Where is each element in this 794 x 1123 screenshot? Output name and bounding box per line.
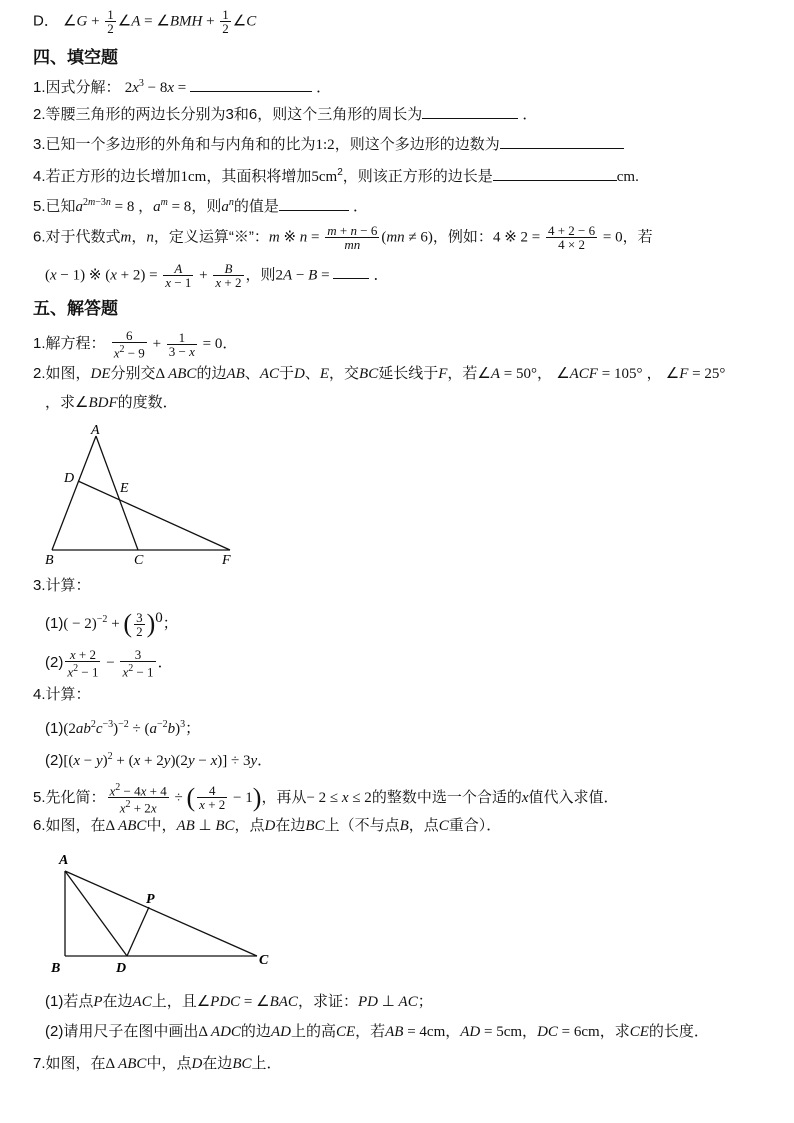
fill-q6-line2: (x − 1) ※ (x + 2) = $\frac{A}{x - 1}$ + $\frac{B}{x + 2}$ ，则2A − B = ． bbox=[45, 261, 389, 290]
fig1-label-b: B bbox=[45, 553, 54, 565]
fill-q5: 5.已知$a^{2m-3n} = 8$ ，$a^m = 8$，则$a^n$的值是 ． bbox=[33, 197, 369, 215]
answer-q1: 1.解方程： $\frac{6}{x^2 - 9}$ + $\frac{1}{3 - x}$ = 0． bbox=[33, 328, 238, 361]
fig1-label-f: F bbox=[222, 553, 231, 565]
section-answer-title: 五、解答题 bbox=[33, 299, 118, 318]
option-d-line: D． ∠G + $\frac{1}{2}$ ∠A = ∠BMH + $\frac{1}{2}$ ∠C bbox=[33, 7, 257, 36]
section-fill-title: 四、填空题 bbox=[33, 48, 118, 67]
fill-q2: 2.等腰三角形的两边长分别为3和6，则这个三角形的周长为 ． bbox=[33, 106, 538, 123]
answer-q7: 7.如图，在Δ ABC中，点D在边BC上． bbox=[33, 1055, 282, 1072]
answer-q3-p2: (2) $\frac{x + 2}{x^2 - 1}$ − $\frac{3}{x^2 - 1}$ ． bbox=[45, 647, 173, 680]
answer-q4-p1: $(1)(2ab^2c^{-3})^{-2} \div (a^{-2}b)^3$； bbox=[45, 719, 201, 737]
triangle-figure-1 bbox=[40, 420, 250, 565]
fill-q1: 1.因式分解： $2x^3 - 8x$ = ． bbox=[33, 78, 332, 96]
answer-q2-line1: 2.如图，DE分别交Δ ABC的边AB、AC于D、E，交BC延长线于F，若∠A = 50°， ∠ACF = 105° ， ∠F = 25° bbox=[33, 365, 726, 382]
answer-q6-p2: (2)请用尺子在图中画出Δ ADC的边AD上的高CE，若AB = 4cm，AD = 5cm，DC = 6cm，求CE的长度． bbox=[45, 1023, 709, 1040]
fill-q6-line1: 6.对于代数式m，n，定义运算“※”：m ※ n = $\frac{m + n - 6}{mn}$ (mn ≠ 6)，例如：4 ※ 2 = $\frac{4 + 2 - 6}{4 \times 2}$ = 0，若 bbox=[33, 223, 653, 252]
fig1-label-e: E bbox=[120, 481, 129, 496]
answer-q3-p1: $(1)( - 2)^{-2}$ + ( $\frac{3}{2}$ )$^0$； bbox=[45, 609, 178, 639]
fill-q4: 4.若正方形的边长增加1cm，其面积将增加$5cm^2$，则该正方形的边长是 cm. bbox=[33, 167, 639, 185]
option-d-label: D． bbox=[33, 12, 59, 30]
fig1-label-d: D bbox=[64, 471, 75, 486]
fig2-label-p: P bbox=[146, 892, 155, 907]
answer-q6: 6.如图，在Δ ABC中，AB ⊥ BC，点D在边BC上（不与点B，点C重合）． bbox=[33, 817, 502, 834]
triangle-figure-2 bbox=[45, 850, 285, 980]
fill-q3: 3.已知一个多边形的外角和与内角和的比为1:2，则这个多边形的边数为 bbox=[33, 134, 624, 155]
answer-q4: 4.计算： bbox=[33, 686, 91, 703]
answer-q3: 3.计算： bbox=[33, 577, 91, 594]
fig1-label-a: A bbox=[91, 423, 100, 438]
fig2-label-a: A bbox=[59, 853, 69, 868]
fig2-label-c: C bbox=[259, 953, 269, 968]
fig1-label-c: C bbox=[134, 553, 144, 565]
fig2-label-b: B bbox=[51, 961, 61, 976]
answer-q4-p2: $(2)[(x - y)^2 + (x + 2y)(2y - x)] \div 3y$． bbox=[45, 751, 273, 769]
answer-q5: 5.先化简： $\frac{x^2 - 4x + 4}{x^2 + 2x}$ ÷ ( $\frac{4}{x + 2}$ − 1)，再从− 2 ≤ x ≤ 2的整数中选一个合适的x值代入求值． bbox=[33, 782, 619, 816]
answer-q2-line2: ，求∠BDF的度数． bbox=[45, 394, 178, 411]
fig2-label-d: D bbox=[116, 961, 127, 976]
answer-q6-p1: (1)若点P在边AC上，且∠PDC = ∠BAC，求证：PD ⊥ AC； bbox=[45, 993, 433, 1010]
